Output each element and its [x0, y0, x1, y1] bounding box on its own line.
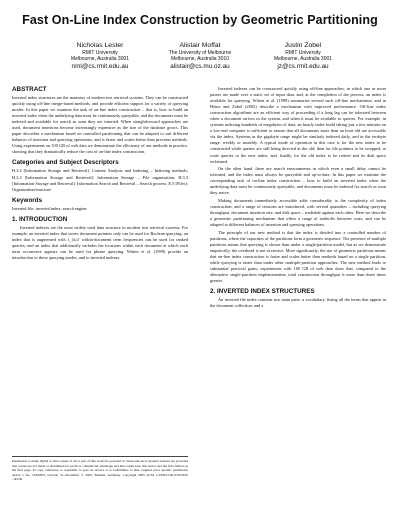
section-2-text: An inverted file index contains two main parts: a vocabulary, listing all the terms that appear in the document collection; and a	[210, 297, 386, 309]
right-column	[210, 86, 386, 309]
keywords-text: Inverted file, inverted index, search engine.	[12, 205, 88, 211]
keywords-heading: Keywords	[12, 196, 43, 204]
author-3	[243, 42, 363, 71]
author-email: nml@cs.rmit.edu.au	[71, 63, 129, 70]
author-name: Alistair Moffat	[179, 42, 221, 49]
abstract-heading: ABSTRACT	[12, 86, 47, 93]
left-column	[12, 86, 188, 261]
introduction-heading: 1. INTRODUCTION	[12, 215, 68, 223]
categories-heading: Categories and Subject Descriptors	[12, 159, 119, 167]
categories-text: H.3.2 [Information Storage and Retrieval]: Content Analysis and Indexing – Indexing methods; H.3.2 [Information Storage and Retrieval]: Information Storage – File organization; H.3.3 [Information Storage and Retrieval]: Information Search and Retrieval – Search process; E.5 [Files]: Organization/structure	[12, 168, 188, 192]
section-2-heading: 2. INVERTED INDEX STRUCTURES	[210, 288, 315, 296]
author-address: Melbourne, Australia 3010	[170, 56, 230, 62]
paragraph: On the other hand, there are search environments in which even a small delay cannot be tolerated, and the index must always be queryable and up-to-date. In this paper we examine the corresponding task of on-line index construction – how to build an inverted index when the underlying data must be continuously queryable, and documents must be indexed for search as soon they arrive.	[210, 166, 386, 196]
paper-title: Fast On-Line Index Construction by Geometric Partitioning	[22, 13, 378, 27]
abstract-text: Inverted index structures are the mainstay of modern text retrieval systems. They can be constructed quickly using off-line merge-based methods, and provide efficient support for a variety of querying modes. In this paper we examine the task of on-line index construction – that is, how to build an inverted index when the underlying data must be continuously queryable, and the documents must be indexed and available for search as soon they are inserted. When straightforward approaches are used, document insertions become increasingly expensive as the size of the database grows. This paper describes a mechanism based on controlled partitioning that can be adapted to suit different balances of insertion and querying operations, and is faster and scales better than previous methods. Using experiments on 100 GB of web data we demonstrate the efficiency of our methods in practice, showing that they dramatically reduce the cost of on-line index construction.	[12, 95, 189, 155]
introduction-text: Inverted indexes are the most widely used data structure in modern text retrieval systems. For example, an inverted index that stores document pointers only can be used for Boolean querying; an index that is augmented with f_{d,t} within-document term frequencies can be used for ranked queries; and an index that additionally includes the locations within each document at which each term occurrence appears can be used for phrase querying. Witten et al. (1999) provide an introduction to these querying modes, and to inverted indexes.	[12, 224, 188, 260]
author-affiliation: The University of Melbourne	[168, 50, 232, 56]
copyright-footnote	[12, 456, 188, 482]
author-name: Nicholas Lester	[76, 42, 124, 49]
author-affiliation: RMIT University	[285, 50, 321, 56]
paragraph: Making documents immediately accessible adds considerably to the complexity of index construction, and a range of tensions are introduced, with several quantities – including querying throughput, document insertion rate, and disk space – tradeable against each other. Here we describe a geometric partitioning mechanism that offers a range of tradeoffs between costs, and can be adapted to different balances of insertion and querying operations.	[210, 198, 386, 228]
paragraph: The principle of our new method is that the index is divided into a controlled number of partitions, where the capacities of the partitions form a geometric sequence. The presence of multiple partitions means that querying is slower than under a single-partition model, but as we demonstrate empirically, the overhead is not excessive. More significantly, the use of geometric partitions means that on-line index construction is faster and scales better than methods based on a single partition, while querying is faster than under other multiple-partition approaches. The new method leads to substantial practical gains; experiments with 100 GB of web data show that, compared to the alternative single-partition implementation, total construction throughput is more than three times greater.	[210, 229, 386, 284]
author-affiliation: RMIT University	[82, 50, 118, 56]
author-address: Melbourne, Australia 3001	[70, 56, 130, 62]
paragraph: Inverted indexes can be constructed quickly using off-line approaches, in which one or more passes are made over a static set of input data, and, at the completion of the process, an index is available for querying. Witten et al. (1999) summarize several such off-line mechanisms; and in Heinz and Zobel (2003) describe a mechanism with improved performance. Off-line index construction algorithms are an efficient way of proceeding if a long lag can be tolerated between when a document arrives in the system, and when it must be available to queries. For example, in systems indexing hundreds of megabytes of data, an hourly index build taking just a few minutes on a low-end computer is sufficient to ensure that all documents more than an hour old are accessible via the index. Systems in the gigabyte range might be similarly indexed daily, and in the terabyte range, weekly or monthly. A typical mode of operation in this case is for the new index to be constructed while queries are still being directed at the old; then for file pointers to be swapped, to route queries to the new index; and, finally, for the old index to be retired and its disk space reclaimed.	[210, 86, 386, 164]
footnote-rule	[12, 456, 188, 457]
author-email: alistair@cs.mu.oz.au	[170, 63, 230, 70]
author-name: Justin Zobel	[284, 42, 322, 49]
footnote-text: Permission to make digital or hard copies of all or part of this work for personal or classroom use is granted without fee provided that copies are not made or distributed for profit or commercial advantage and that copies bear this notice and the full citation on the first page. To copy otherwise, to republish, to post on servers or to redistribute to lists, requires prior specific permission and/or a fee. CIKM'05, October 31–November 5, 2005, Bremen, Germany. Copyright 2005 ACM 1-59593-140-6/05/0010 ...$5.00.	[12, 459, 188, 481]
author-email: jz@cs.rmit.edu.au	[277, 63, 329, 70]
author-2	[140, 42, 260, 71]
author-address: Melbourne, Australia 3001	[273, 56, 333, 62]
